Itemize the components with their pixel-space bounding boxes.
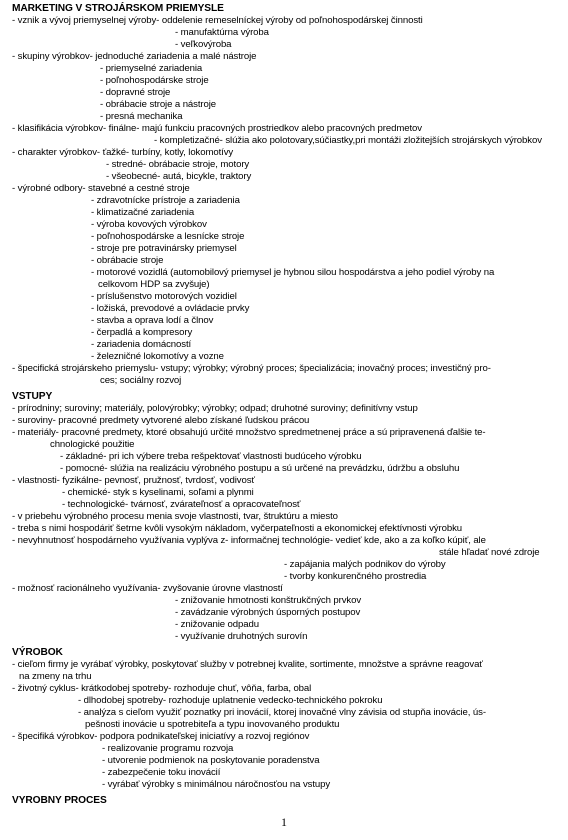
text-line: - treba s nimi hospodáriť šetrne kvôli vysokým nákladom, vyčerpateľnosti a ekonomickej efektívnosti výrobku	[12, 523, 462, 534]
text-line: - zabezpečenie toku inovácií	[102, 767, 221, 778]
text-line: - príslušenstvo motorových vozidiel	[91, 291, 237, 302]
text-line: na zmeny na trhu	[19, 671, 92, 682]
text-line: - životný cyklus- krátkodobej spotreby- rozhoduje chuť, vôňa, farba, obal	[12, 683, 312, 694]
text-line: - obrábacie stroje a nástroje	[100, 99, 217, 110]
text-line: - vlastnosti- fyzikálne- pevnosť, pružnosť, tvrdosť, vodivosť	[12, 475, 255, 486]
text-line: - klasifikácia výrobkov- finálne- majú funkciu pracovných prostriedkov alebo pracovných predmetov	[12, 123, 422, 134]
text-line: - v priebehu výrobného procesu menia svoje vlastnosti, tvar, štruktúru a miesto	[12, 511, 338, 522]
text-line: - ložiská, prevodové a ovládacie prvky	[91, 303, 250, 314]
text-line: - analýza s cieľom využiť poznatky pri inovácií, ktorej inovačné vlny závisia od stupňa inovácie, ús-	[78, 707, 486, 718]
text-line: - stroje pre potravinársky priemysel	[91, 243, 237, 254]
text-line: - tvorby konkurenčného prostredia	[284, 571, 427, 582]
section-heading: VSTUPY	[12, 391, 53, 402]
text-line: - skupiny výrobkov- jednoduché zariadenia a malé nástroje	[12, 51, 257, 62]
text-line: - zavádzanie výrobných úsporných postupov	[175, 607, 361, 618]
text-line: - poľnohospodárske stroje	[100, 75, 209, 86]
text-line: - využívanie druhotných surovín	[175, 631, 308, 642]
text-line: - nevyhnutnosť hospodárneho využívania vyplýva z- informačnej technológie- vedieť kde, ako a za koľko kúpiť, ale	[12, 535, 486, 546]
text-line: - prírodniny; suroviny; materiály, polovýrobky; výrobky; odpad; druhotné suroviny; definitívny vstup	[12, 403, 418, 414]
text-line: - špecifiká výrobkov- podpora podnikateľskej iniciatívy a rozvoj regiónov	[12, 731, 310, 742]
text-line: - obrábacie stroje	[91, 255, 164, 266]
text-line: - možnosť racionálneho využívania- zvyšovanie úrovne vlastností	[12, 583, 283, 594]
text-line: - stavba a oprava lodí a člnov	[91, 315, 214, 326]
text-line: - špecifická strojárskeho priemyslu- vstupy; výrobky; výrobný proces; špecializácia; inovačný proces; investičný pro-	[12, 363, 491, 374]
section-heading: VYROBNY PROCES	[12, 795, 107, 806]
text-line: - realizovanie programu rozvoja	[102, 743, 234, 754]
text-line: - priemyselné zariadenia	[100, 63, 203, 74]
text-line: - železničné lokomotívy a vozne	[91, 351, 224, 362]
text-line: - motorové vozidlá (automobilový priemysel je hybnou silou hospodárstva a jeho podiel výroby na	[91, 267, 495, 278]
section-heading: MARKETING V STROJÁRSKOM PRIEMYSLE	[12, 3, 224, 14]
text-line: - výrobné odbory- stavebné a cestné stroje	[12, 183, 190, 194]
text-line: - suroviny- pracovné predmety vytvorené alebo získané ľudskou prácou	[12, 415, 310, 426]
text-line: - pomocné- slúžia na realizáciu výrobného postupu a sú určené na prevádzku, údržbu a obsluhu	[60, 463, 460, 474]
page-number: 1	[281, 815, 287, 829]
text-line: - zariadenia domácností	[91, 339, 192, 350]
text-line: - technologické- tvárnosť, zvárateľnosť a opracovateľnosť	[62, 499, 301, 510]
text-line: - zdravotnícke prístroje a zariadenia	[91, 195, 240, 206]
text-line: - cieľom firmy je vyrábať výrobky, poskytovať služby v potrebnej kvalite, sortimente, množstve a správne reagovať	[12, 659, 483, 670]
text-line: - výroba kovových výrobkov	[91, 219, 207, 230]
text-line: - znižovanie odpadu	[175, 619, 259, 630]
text-line: - klimatizačné zariadenia	[91, 207, 195, 218]
text-line: - manufaktúrna výroba	[175, 27, 269, 38]
text-line: chnologické použitie	[50, 439, 135, 450]
text-line: - stredné- obrábacie stroje, motory	[106, 159, 250, 170]
text-line: celkovom HDP sa zvyšuje)	[98, 279, 210, 290]
text-line: - dlhodobej spotreby- rozhoduje uplatnenie vedecko-technického pokroku	[78, 695, 383, 706]
text-line: - zapájania malých podnikov do výroby	[284, 559, 446, 570]
text-line: - presná mechanika	[100, 111, 183, 122]
section-heading: VÝROBOK	[12, 647, 63, 658]
text-line: - vyrábať výrobky s minimálnou náročnosťou na vstupy	[102, 779, 331, 790]
text-line: - chemické- styk s kyselinami, soľami a plynmi	[62, 487, 254, 498]
text-line: - znižovanie hmotnosti konštrukčných prvkov	[175, 595, 362, 606]
document-body	[12, 2, 564, 807]
text-line: - poľnohospodárske a lesnícke stroje	[91, 231, 245, 242]
text-line: - utvorenie podmienok na poskytovanie poradenstva	[102, 755, 320, 766]
text-line: ces; sociálny rozvoj	[100, 375, 182, 386]
text-line: - základné- pri ich výbere treba rešpektovať vlastnosti budúceho výrobku	[60, 451, 362, 462]
text-line: stále hľadať nové zdroje	[439, 547, 540, 558]
text-line: - vznik a vývoj priemyselnej výroby- oddelenie remeselníckej výroby od poľnohospodárskej činnosti	[12, 15, 423, 26]
text-line: - veľkovýroba	[175, 39, 232, 50]
text-line: - kompletizačné- slúžia ako polotovary,súčiastky,pri montáži zložitejších strojárskych výrobkov	[154, 135, 542, 146]
text-line: - materiály- pracovné predmety, ktoré obsahujú určité množstvo spredmetnenej práce a sú pripravenená ďalšie te-	[12, 427, 486, 438]
text-line: - charakter výrobkov- ťažké- turbíny, kotly, lokomotívy	[12, 147, 234, 158]
text-line: - všeobecné- autá, bicykle, traktory	[106, 171, 252, 182]
text-line: - čerpadlá a kompresory	[91, 327, 193, 338]
text-line: pešnosti inovácie u spotrebiteľa a typu inovovaného produktu	[85, 719, 340, 730]
text-line: - dopravné stroje	[100, 87, 171, 98]
